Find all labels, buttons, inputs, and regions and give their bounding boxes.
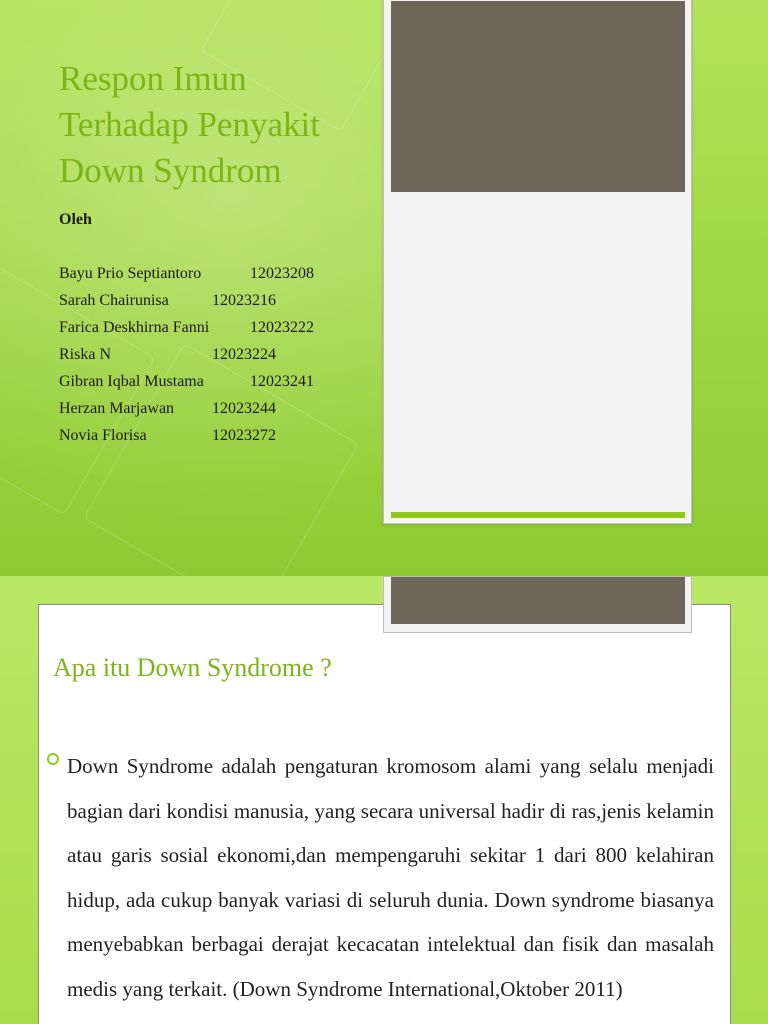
list-item [59,291,314,318]
list-item [59,345,314,372]
member-name: Riska N [59,346,111,363]
author-label: Oleh [59,211,92,228]
member-name: Farica Deskhirna Fanni [59,319,210,336]
accent-bar [391,512,685,518]
bullet-circle-icon [47,753,59,765]
list-item [59,318,314,345]
member-name: Bayu Prio Septiantoro [59,265,202,282]
member-id: 12023224 [212,346,276,363]
content-slide [0,576,768,1024]
member-id: 12023241 [250,373,314,390]
bullet-text: Down Syndrome adalah pengaturan kromosom alami yang selalu menjadi bagian dari kondisi manusia, yang secara universal hadir di ras,jenis kelamin atau garis sosial ekonomi,dan mempengaruhi sekitar 1 dari 800 kelahiran hidup, ada cukup banyak variasi di seluruh dunia. Down syndrome biasanya menyebabkan berbagai derajat kecacatan intelektual dan fisik dan masalah medis yang terkait. (Down Syndrome International,Oktober 2011) [67,754,714,1001]
slide-heading: Apa itu Down Syndrome ? [53,653,332,682]
list-item [59,264,314,291]
member-id: 12023208 [250,265,314,282]
member-name: Sarah Chairunisa [59,292,169,309]
member-name: Herzan Marjawan [59,400,175,417]
member-id: 12023222 [250,319,314,336]
image-placeholder [391,577,685,624]
member-id: 12023244 [212,400,276,417]
slide-title: Respon Imun Terhadap Penyakit Down Syndrom [59,59,320,190]
member-name: Gibran Iqbal Mustama [59,373,204,390]
list-item [59,426,314,453]
member-id: 12023272 [212,427,276,444]
image-placeholder [391,1,685,192]
member-id: 12023216 [212,292,276,309]
list-item [59,399,314,426]
member-list [59,264,314,453]
image-card [383,0,692,524]
member-name: Novia Florisa [59,427,147,444]
image-card [383,576,692,633]
list-item [59,372,314,399]
